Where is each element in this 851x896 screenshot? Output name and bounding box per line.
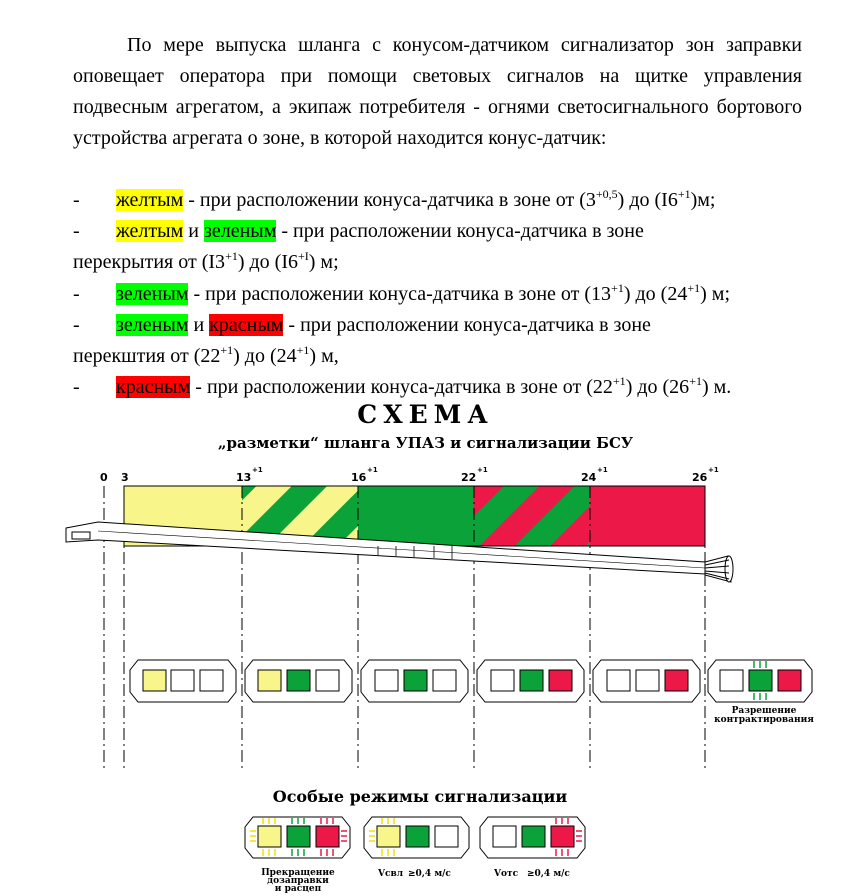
schema-subtitle: „разметки“ шланга УПАЗ и сигнализации БСУ [217,434,634,452]
label-votc-b: ≥0,4 м/с [527,869,570,879]
signal-panel-yellow-green [245,660,352,702]
label-stop-2: дозаправки [267,876,329,886]
label-stop-1: Прекращение [261,868,335,878]
signal-panel-green-red [477,660,584,702]
bullet-green: - зеленым - при расположении конуса-датчика в зоне от $(13^{+1})$ до $(24^{+1})$ м; [73,281,730,305]
label-vsbl-a: Vсвл [378,869,404,879]
bullet-yellow: - желтым - при расположении конуса-датчика в зоне от $(3^{+0,5})$ до $(I6^{+1})м$; [73,187,716,211]
signal-panel-yellow [130,660,236,702]
special-modes-title: Особые режимы сигнализации [272,787,568,806]
special-panel-vsbl [364,817,469,858]
signal-panel-red [593,660,700,702]
mark-16-sup: +1 [367,466,378,474]
label-stop-3: и расцеп [274,884,322,894]
bullet-yellow-green-cont: перекрытия от $(I3^{+1})$ до $(I6^{+I})$ м; [73,249,339,273]
schema-title: СХЕМА [357,400,494,429]
bullet-red: - красным - при расположении конуса-датчика в зоне от $(22^{+1})$ до $(26^{+1})$ м. [73,374,732,398]
mark-22: 22 [461,471,477,484]
mark-26: 26 [692,471,708,484]
label-votc-a: Vотс [494,869,519,879]
permit-label-1: Разрешение [731,706,797,716]
mark-16: 16 [351,471,367,484]
bullet-green-red: - зеленым и красным - при расположении конуса-датчика в зоне [73,314,651,336]
label-vsbl-b: ≥0,4 м/с [408,869,451,879]
zone-green-red [474,486,590,546]
mark-13: 13 [236,471,252,484]
signal-panel-green [361,660,468,702]
zone-red [590,486,705,546]
signal-panel-contact-permit [708,660,812,702]
special-panel-stop [245,817,350,858]
zone-green [358,486,474,546]
mark-13-sup: +1 [252,466,263,474]
mark-3: 3 [121,471,129,484]
mark-24-sup: +1 [597,466,608,474]
mark-24: 24 [581,471,597,484]
mark-26-sup: +1 [708,466,719,474]
mark-22-sup: +1 [477,466,488,474]
mark-0: 0 [100,471,108,484]
bullet-green-red-cont: перекштия от $(22^{+1})$ до $(24^{+1})$ м, [73,343,339,367]
permit-label-2: контрактирования [714,715,814,725]
intro-text: По мере выпуска шланга с конусом-датчиком сигнализатор зон заправки оповещает оператора при помощи световых сигналов на щитке управления подвесным агрегатом, а экипаж потребителя - огнями светосигнального бортового устройства агрегата о зоне, в которой находится конус-датчик: [73,34,802,149]
special-panel-votc [480,817,585,858]
drogue-basket-icon [705,556,733,582]
bullet-yellow-green: - желтым и зеленым - при расположении конуса-датчика в зоне [73,220,644,242]
